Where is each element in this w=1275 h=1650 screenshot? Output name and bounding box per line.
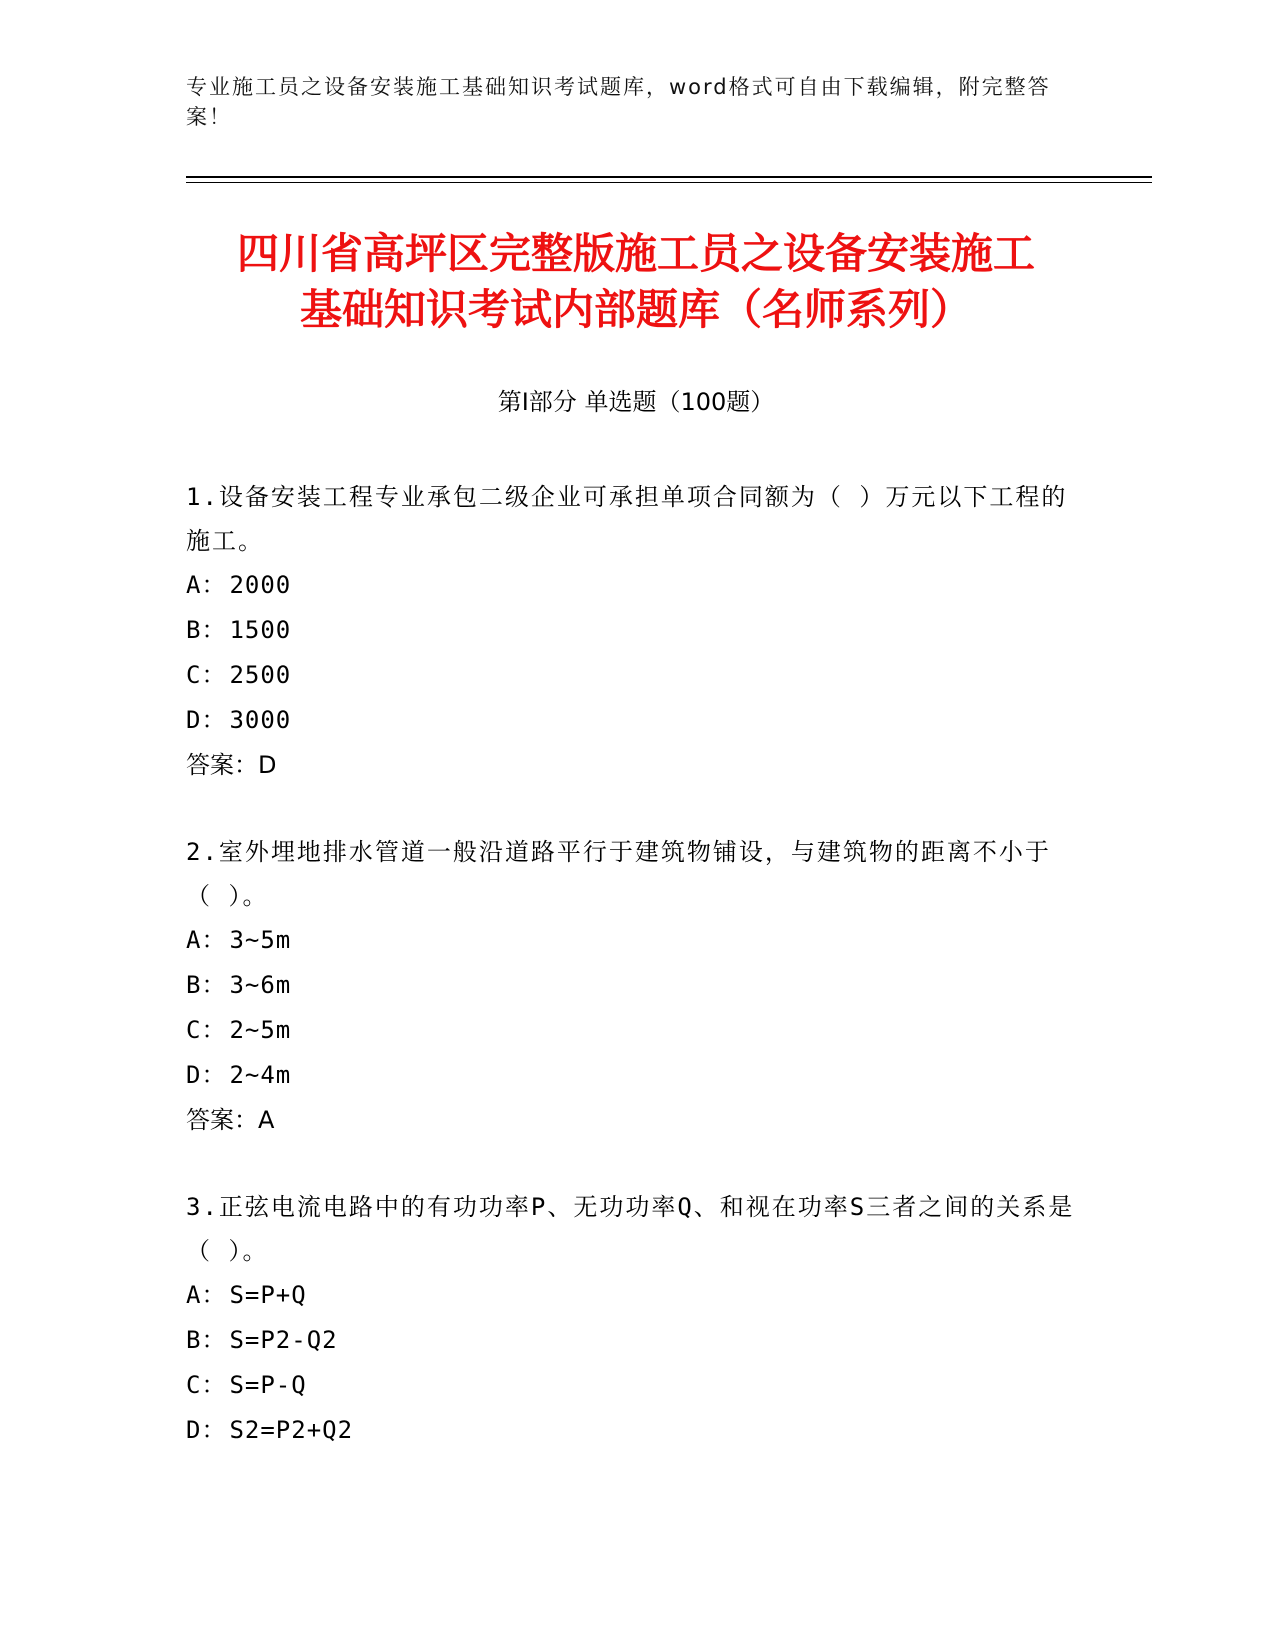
option-value: 2~4m xyxy=(229,1061,292,1089)
option-d xyxy=(186,1053,1076,1098)
option-separator: ： xyxy=(201,706,227,734)
option-separator: ： xyxy=(201,1326,227,1354)
option-value: 2000 xyxy=(229,571,292,599)
option-value: 3~6m xyxy=(229,971,292,999)
option-value: S=P2-Q2 xyxy=(229,1326,338,1354)
option-separator: ： xyxy=(201,616,227,644)
question-text: 2.室外埋地排水管道一般沿道路平行于建筑物铺设，与建筑物的距离不小于（ ）。 xyxy=(186,838,1051,910)
option-value: 2~5m xyxy=(229,1016,292,1044)
option-letter: B xyxy=(186,616,202,644)
option-value: 3~5m xyxy=(229,926,292,954)
option-letter: A xyxy=(186,926,202,954)
option-letter: C xyxy=(186,1016,202,1044)
document-title xyxy=(186,226,1086,338)
title-line-1: 四川省高坪区完整版施工员之设备安装施工 xyxy=(236,229,1035,278)
option-value: S=P+Q xyxy=(229,1281,307,1309)
section-heading: 第Ⅰ部分 单选题（100题） xyxy=(497,388,775,416)
option-b xyxy=(186,963,1076,1008)
option-letter: B xyxy=(186,971,202,999)
option-separator: ： xyxy=(201,661,227,689)
question-list xyxy=(186,475,1076,1496)
option-value: S2=P2+Q2 xyxy=(229,1416,354,1444)
option-letter: D xyxy=(186,1061,202,1089)
option-a xyxy=(186,563,1076,608)
option-a xyxy=(186,918,1076,963)
answer-line: 答案：A xyxy=(186,1106,275,1134)
option-value: 3000 xyxy=(229,706,292,734)
option-separator: ： xyxy=(201,1371,227,1399)
option-letter: C xyxy=(186,661,202,689)
header-rule-thick xyxy=(186,176,1152,178)
option-b xyxy=(186,608,1076,653)
option-separator: ： xyxy=(201,1016,227,1044)
title-line-2: 基础知识考试内部题库（名师系列） xyxy=(299,285,972,334)
option-c xyxy=(186,1008,1076,1053)
option-letter: A xyxy=(186,1281,202,1309)
option-c xyxy=(186,1363,1076,1408)
option-c xyxy=(186,653,1076,698)
header-rule-thin xyxy=(186,182,1152,183)
option-separator: ： xyxy=(201,926,227,954)
answer-line: 答案：D xyxy=(186,751,277,779)
option-letter: C xyxy=(186,1371,202,1399)
option-letter: D xyxy=(186,706,202,734)
option-separator: ： xyxy=(201,1281,227,1309)
option-a xyxy=(186,1273,1076,1318)
option-separator: ： xyxy=(201,1416,227,1444)
question-text: 1.设备安装工程专业承包二级企业可承担单项合同额为（ ）万元以下工程的施工。 xyxy=(186,483,1068,555)
option-d xyxy=(186,1408,1076,1453)
option-value: S=P-Q xyxy=(229,1371,307,1399)
option-letter: A xyxy=(186,571,202,599)
option-separator: ： xyxy=(201,571,227,599)
question-1 xyxy=(186,475,1076,787)
option-value: 2500 xyxy=(229,661,292,689)
question-2 xyxy=(186,830,1076,1142)
option-d xyxy=(186,698,1076,743)
header-note: 专业施工员之设备安装施工基础知识考试题库，word格式可自由下载编辑，附完整答案！ xyxy=(186,75,1051,129)
option-value: 1500 xyxy=(229,616,292,644)
option-letter: D xyxy=(186,1416,202,1444)
question-text: 3.正弦电流电路中的有功功率P、无功功率Q、和视在功率S三者之间的关系是（ ）。 xyxy=(186,1193,1075,1265)
option-letter: B xyxy=(186,1326,202,1354)
option-b xyxy=(186,1318,1076,1363)
option-separator: ： xyxy=(201,1061,227,1089)
question-3 xyxy=(186,1185,1076,1453)
option-separator: ： xyxy=(201,971,227,999)
